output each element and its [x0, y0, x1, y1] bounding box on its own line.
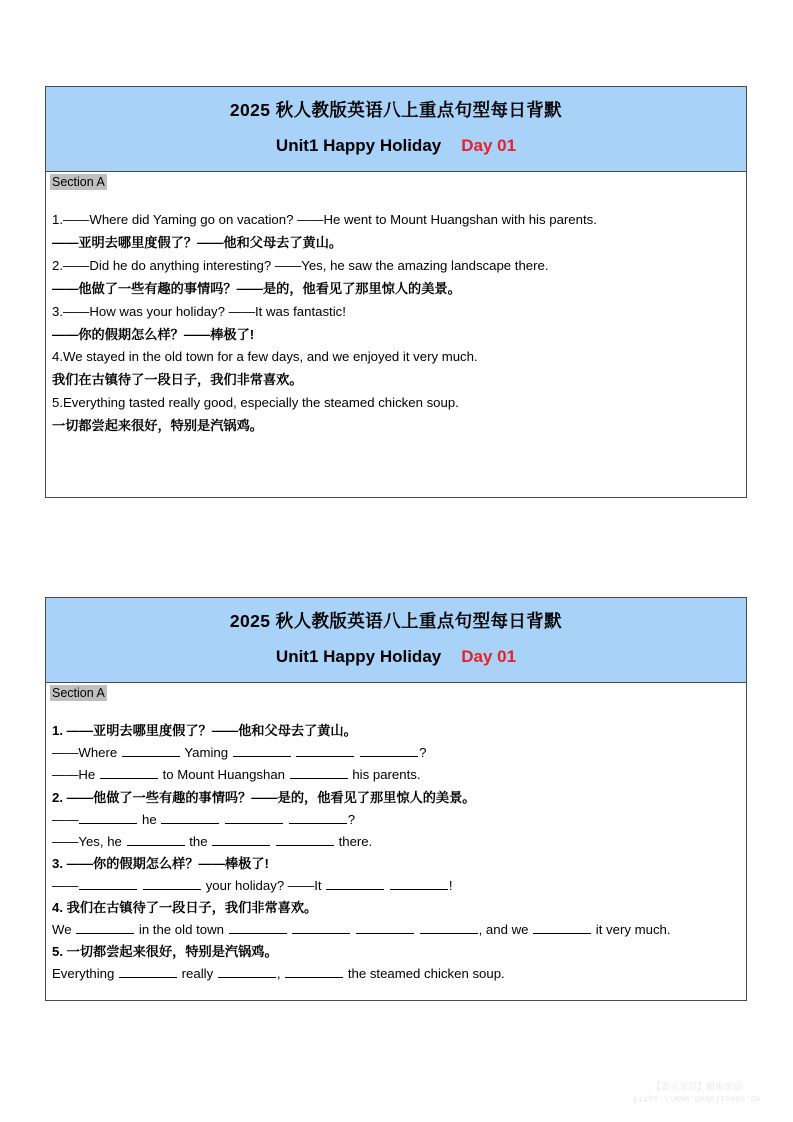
exercise-text: there.: [334, 833, 373, 849]
exercise-text: in the old town: [135, 921, 228, 937]
day-badge: Day 01: [461, 136, 517, 156]
worksheet-title: 2025 秋人教版英语八上重点句型每日背默: [229, 611, 563, 631]
exercise-line: [52, 764, 740, 786]
exercise-text: 3. ——你的假期怎么样？——棒极了!: [52, 855, 269, 871]
exercise-text: [138, 878, 142, 893]
watermark: [612, 1078, 782, 1104]
exercise-text: ——Where: [52, 745, 121, 761]
worksheet-block-notes: [45, 86, 747, 498]
exercise-text: [385, 878, 389, 893]
sentence-line: 4.We stayed in the old town for a few days, and we enjoyed it very much.: [52, 349, 478, 365]
exercise-text: [415, 922, 419, 937]
exercise-text: the steamed chicken soup.: [344, 965, 505, 981]
section-label-text: Section A: [52, 685, 105, 700]
sentence-line: ——亚明去哪里度假了？——他和父母去了黄山。: [52, 235, 343, 251]
exercise-text: 5. 一切都尝起来很好，特别是汽锅鸡。: [52, 943, 278, 959]
exercise-line: [52, 941, 740, 963]
exercise-line: [52, 897, 740, 919]
exercise-text: 1. ——亚明去哪里度假了？——他和父母去了黄山。: [52, 723, 357, 739]
answer-blank[interactable]: [326, 877, 384, 890]
exercise-text: We: [52, 921, 76, 937]
exercise-line: [52, 809, 740, 831]
answer-blank[interactable]: [122, 744, 180, 757]
answer-blank[interactable]: [76, 921, 134, 934]
answer-blank[interactable]: [225, 810, 283, 823]
unit-label: Unit1 Happy Holiday: [275, 136, 442, 156]
exercise-text: ——Yes, he: [52, 833, 126, 849]
answer-blank[interactable]: [285, 965, 343, 978]
worksheet-block-exercise: [45, 597, 747, 1001]
answer-blank[interactable]: [143, 877, 201, 890]
exercise-text: to Mount Huangshan: [158, 767, 289, 783]
answer-blank[interactable]: [233, 744, 291, 757]
exercise-text: his parents.: [348, 767, 421, 783]
exercise-text: he: [138, 811, 161, 827]
exercise-line: [52, 963, 740, 985]
answer-blank[interactable]: [360, 744, 418, 757]
exercise-text: Yaming: [180, 745, 232, 761]
day-badge: Day 01: [461, 647, 517, 667]
sentence-line: 一切都尝起来很好，特别是汽锅鸡。: [52, 417, 263, 433]
worksheet-body-notes: [46, 191, 746, 443]
answer-blank[interactable]: [390, 877, 448, 890]
answer-blank[interactable]: [420, 921, 478, 934]
worksheet-header: [46, 598, 746, 683]
answer-blank[interactable]: [161, 810, 219, 823]
answer-blank[interactable]: [119, 965, 177, 978]
exercise-text: ?: [419, 745, 427, 761]
sentence-line: 5.Everything tasted really good, especially the steamed chicken soup.: [52, 395, 459, 410]
exercise-text: ?: [347, 811, 356, 827]
exercise-text: the: [185, 833, 212, 849]
answer-blank[interactable]: [100, 766, 158, 779]
worksheet-subtitle: [46, 133, 746, 159]
answer-blank[interactable]: [276, 832, 334, 845]
worksheet-subtitle: [46, 644, 746, 670]
exercise-text: Everything: [52, 965, 118, 981]
worksheet-header: [46, 87, 746, 172]
exercise-text: !: [448, 877, 453, 893]
exercise-text: really: [177, 965, 217, 981]
section-label-text: Section A: [52, 174, 105, 189]
answer-blank[interactable]: [296, 744, 354, 757]
exercise-text: ,: [276, 965, 285, 981]
sentence-line: ——你的假期怎么样？——棒极了!: [52, 326, 255, 342]
watermark-url: https://www.dadaliseus.cn: [633, 1093, 761, 1103]
exercise-line: [52, 853, 740, 875]
exercise-text: ——: [52, 811, 79, 827]
exercise-line: [52, 787, 740, 809]
exercise-line: [52, 742, 740, 764]
exercise-text: [355, 745, 359, 760]
unit-label: Unit1 Happy Holiday: [275, 647, 442, 667]
section-label-a: [46, 683, 746, 703]
answer-blank[interactable]: [289, 810, 347, 823]
sentence-line: 1.——Where did Yaming go on vacation? ——He went to Mount Huangshan with his parents.: [52, 212, 597, 228]
exercise-line: [52, 875, 740, 897]
sentence-line: 2.——Did he do anything interesting? ——Yes, he saw the amazing landscape there.: [52, 258, 549, 274]
exercise-line: [52, 720, 740, 742]
answer-blank[interactable]: [127, 832, 185, 845]
exercise-text: 2. ——他做了一些有趣的事情吗？——是的，他看见了那里惊人的美景。: [52, 789, 476, 805]
exercise-text: 4. 我们在古镇待了一段日子，我们非常喜欢。: [52, 899, 318, 915]
worksheet-title: 2025 秋人教版英语八上重点句型每日背默: [229, 100, 563, 120]
exercise-text: ——: [52, 877, 79, 893]
exercise-line: [52, 831, 740, 853]
exercise-text: it very much.: [592, 921, 671, 937]
answer-blank[interactable]: [292, 921, 350, 934]
answer-blank[interactable]: [356, 921, 414, 934]
answer-blank[interactable]: [533, 921, 591, 934]
sentence-line: ——他做了一些有趣的事情吗？——是的，他看见了那里惊人的美景。: [52, 280, 461, 296]
section-label-a: [46, 172, 746, 192]
exercise-line: [52, 919, 740, 941]
exercise-text: [351, 922, 355, 937]
worksheet-body-exercise: [46, 702, 746, 991]
answer-blank[interactable]: [212, 832, 270, 845]
exercise-text: [292, 745, 296, 760]
watermark-name: 【果壳英语】精审英语: [651, 1080, 742, 1091]
exercise-text: , and we: [478, 921, 533, 937]
exercise-text: [284, 812, 288, 827]
exercise-text: [220, 812, 224, 827]
exercise-text: [288, 922, 292, 937]
answer-blank[interactable]: [218, 965, 276, 978]
sentence-line: 我们在古镇待了一段日子，我们非常喜欢。: [52, 372, 303, 388]
exercise-text: [271, 834, 275, 849]
answer-blank[interactable]: [229, 921, 287, 934]
answer-blank[interactable]: [79, 810, 137, 823]
exercise-text: ——He: [52, 767, 99, 783]
answer-blank[interactable]: [79, 877, 137, 890]
exercise-text: your holiday? ——It: [202, 877, 326, 893]
answer-blank[interactable]: [290, 766, 348, 779]
sentence-line: 3.——How was your holiday? ——It was fantastic!: [52, 303, 346, 319]
